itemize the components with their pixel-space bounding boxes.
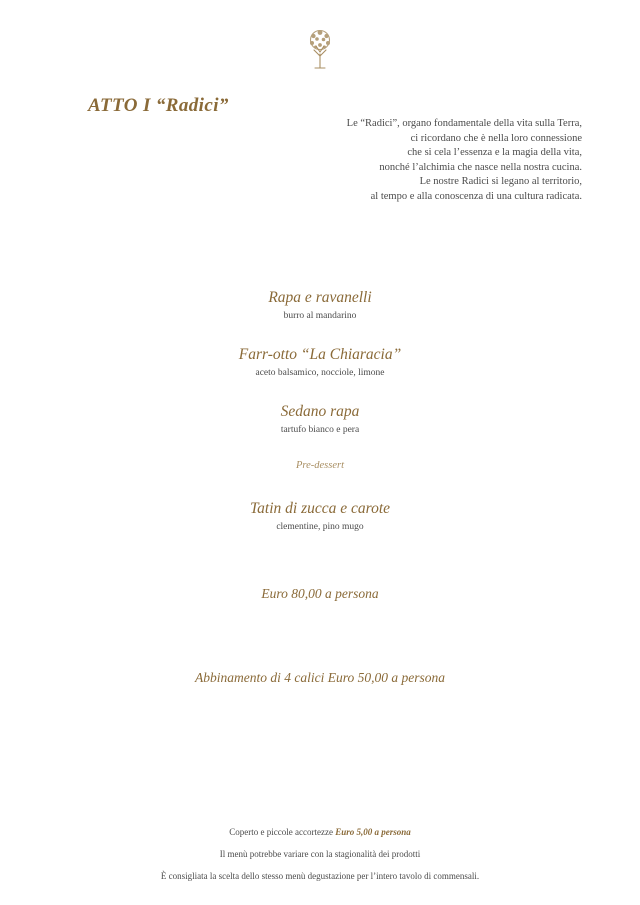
dish-name: Sedano rapa [280, 403, 360, 420]
intro-line: nonché l’alchimia che nasce nella nostra cucina. [379, 161, 582, 173]
logo-container [0, 24, 640, 77]
dish-name: Rapa e ravanelli [268, 289, 372, 306]
dish-item [0, 402, 640, 437]
dish-item [0, 499, 640, 534]
price-per-person: Euro 80,00 a persona [261, 586, 379, 601]
intro-line: Le nostre Radici si legano al territorio, [419, 176, 582, 187]
intro-line: al tempo e alla conoscenza di una cultura radicata. [370, 190, 582, 202]
footer-notes [0, 821, 640, 887]
cover-charge-line [0, 821, 640, 843]
cover-charge-label: Coperto e piccole accortezze [229, 827, 336, 837]
dish-name: Tatin di zucca e carote [249, 500, 391, 517]
dish-description: clementine, pino mugo [276, 522, 364, 532]
wine-pairing-price: Abbinamento di 4 calici Euro 50,00 a persona [195, 670, 445, 685]
cover-charge-amount: Euro 5,00 a persona [335, 827, 411, 837]
intro-line: che si cela l’essenza e la magia della vita, [407, 147, 582, 158]
tree-logo-icon [299, 24, 341, 72]
dish-description: burro al mandarino [283, 311, 357, 321]
intro-line: Le “Radici”, organo fondamentale della vita sulla Terra, [346, 118, 582, 129]
intro-line: ci ricordano che è nella loro connessione [410, 132, 582, 144]
seasonality-note: Il menù potrebbe variare con la stagionalità dei prodotti [219, 849, 421, 859]
dish-description: aceto balsamico, nocciole, limone [255, 368, 385, 378]
dish-name: Farr-otto “La Chiaracia” [238, 346, 402, 363]
dish-item [0, 345, 640, 380]
predessert-label: Pre-dessert [295, 460, 344, 471]
dish-item [0, 288, 640, 323]
dish-description: tartufo bianco e pera [280, 425, 360, 435]
table-menu-note: È consigliata la scelta dello stesso menù degustazione per l’intero tavolo di commensali. [160, 871, 480, 881]
dish-list [0, 288, 640, 556]
act-title: ATTO I “Radici” [88, 95, 229, 116]
intro-paragraph [252, 117, 582, 204]
